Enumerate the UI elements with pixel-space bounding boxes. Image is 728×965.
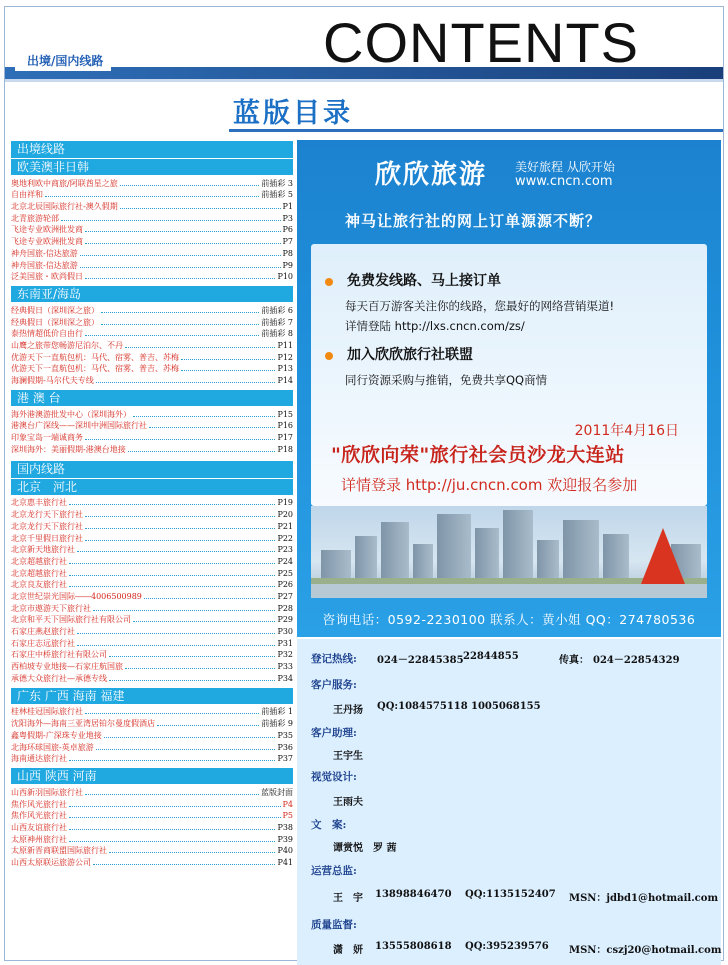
dot-leader [157,725,259,726]
toc-entry[interactable] [11,544,293,556]
toc-entry-page: P29 [277,615,293,625]
toc-entry[interactable] [11,431,293,443]
ad-point2-text: 同行资源采购与推销，免费共享QQ商情 [345,373,548,387]
toc-entry-page: P8 [282,248,293,258]
toc-entry-page: P39 [277,834,293,844]
toc-entry-page: 前插彩 9 [261,719,293,729]
ad-point1-link[interactable]: 详情登陆 http://lxs.cncn.com/zs/ [345,319,525,333]
toc-category: 出境线路 [11,141,293,158]
toc-entry-name: 石家庄中桥旅行社有限公司 [11,650,107,660]
toc-entry[interactable] [11,363,293,375]
toc-entry[interactable] [11,845,293,857]
dot-leader [128,451,276,452]
toc-entry-page: P13 [277,364,293,374]
service-qq2: 1005068155 [471,701,541,712]
toc-entry-page: P16 [277,421,293,431]
toc-entry[interactable] [11,810,293,822]
section-label: 出境/国内线路 [15,51,111,71]
event-date: 2011年4月16日 [574,423,679,439]
toc-entry-name: 北京新天地旅行社 [11,545,75,555]
toc-entry-name: 优游天下一直航包机：马代、宿雾、普吉、苏梅 [11,364,179,374]
toc-entry[interactable] [11,786,293,798]
toc-section-title: 山西 陕西 河南 [11,767,293,784]
toc-entry-page: P9 [282,260,293,270]
toc-entry-page: P24 [277,556,293,566]
dot-leader [144,598,276,599]
dot-leader [85,335,259,336]
dot-leader [125,668,275,669]
dot-leader [69,586,275,587]
toc-entry-name: 奥地利欧中商旅/阿联酋星之旅 [11,178,118,188]
toc-entry-page: P31 [277,638,293,648]
title-rule [229,129,723,132]
toc-entry[interactable] [11,316,293,328]
toc-entry[interactable] [11,374,293,386]
toc-section-title: 港 澳 台 [11,389,293,406]
toc-entry-page: 前插彩 5 [261,190,293,200]
city-skyline-image [311,506,707,598]
toc-entry-page: P36 [277,742,293,752]
dot-leader [109,680,275,681]
toc-entry-page: P18 [277,444,293,454]
toc-entry[interactable] [11,177,293,189]
toc-entry-name: 太原神州旅行社 [11,834,67,844]
toc-entry-name: 山西友谊旅行社 [11,822,67,832]
toc-entry[interactable] [11,637,293,649]
toc-entry-name: 北海环球国旅-英卓旅游 [11,742,94,752]
service-name: 王丹扬 [333,705,363,716]
dot-leader [133,621,275,622]
toc-entry-name: 北京世纪崇光国际――4006500989 [11,591,142,601]
dot-leader [69,760,275,761]
toc-entry[interactable] [11,408,293,420]
toc-entry-name: 山西太原联运旅游公司 [11,858,91,867]
toc-entry-name: 西柏坡专业地接—石家庄航国旅 [11,662,123,672]
ad-point1-title: 免费发线路、马上接订单 [347,273,501,289]
qa-qq: QQ:395239576 [465,941,549,952]
toc-entry-page: P6 [282,225,293,235]
dot-leader [45,196,259,197]
qa-phone: 13555808618 [375,941,452,952]
dot-leader [96,749,276,750]
copy-label: 文 案: [311,819,347,831]
toc-entry-name: 北京和平天下国际旅行社有限公司 [11,615,131,625]
toc-entry[interactable] [11,420,293,432]
toc-entry[interactable] [11,798,293,810]
toc-entry[interactable] [11,821,293,833]
dot-leader [109,656,275,657]
toc-entry-page: P20 [277,510,293,520]
dot-leader [77,551,275,552]
toc-entry-page: P19 [277,498,293,508]
toc-entry-name: 神舟国旅-信达旅游 [11,248,78,258]
event-link[interactable]: 详情登录 http://ju.cncn.com 欢迎报名参加 [341,476,638,494]
dot-leader [85,516,275,517]
toc-entry-list [11,495,293,687]
ops-qq: QQ:1135152407 [465,889,556,900]
toc-entry-page: P34 [277,673,293,683]
toc-entry-page: P3 [282,213,293,223]
ad-url[interactable]: www.cncn.com [515,174,613,189]
qa-label: 质量监督: [311,919,357,931]
dot-leader [69,563,275,564]
dot-leader [101,324,259,325]
ops-phone: 13898846470 [375,889,452,900]
toc-entry-page: P5 [282,811,293,821]
toc-entry-name: 印象宝岛一端诚商务 [11,433,83,443]
toc-entry[interactable] [11,189,293,201]
toc-entry-page: P11 [277,340,293,350]
fax: 024－22854329 [593,655,680,666]
toc-entry-name: 北京超越旅行社 [11,556,67,566]
toc-entry[interactable] [11,741,293,753]
contents-title: CONTENTS [323,11,639,74]
dot-leader [85,278,275,279]
toc-entry-page: P17 [277,433,293,443]
dot-leader [85,540,275,541]
ad-point1-text: 每天百万游客关注你的线路，您最好的网络营销渠道! [345,299,615,313]
masthead-info [297,639,721,965]
toc-entry-page: 前插彩 8 [261,329,293,339]
toc-entry-name: 北京超越旅行社 [11,568,67,578]
dot-leader [85,439,275,440]
toc-entry-name: 北青旅游轮部 [11,213,59,223]
toc-entry-name: 焦作风光旅行社 [11,799,67,809]
toc-section-title: 广东 广西 海南 福建 [11,687,293,704]
toc-entry-page: P26 [277,580,293,590]
dot-leader [181,359,275,360]
ad-content-box [311,244,707,506]
toc-entry-page: P15 [277,409,293,419]
dot-leader [133,416,275,417]
toc-entry-page: P22 [277,533,293,543]
red-sculpture-icon [641,528,685,584]
toc-entry-name: 北京北辰国际旅行社-澳久假期 [11,202,118,212]
toc-entry[interactable] [11,649,293,661]
table-of-contents [11,138,293,871]
toc-entry-page: P10 [277,272,293,282]
toc-entry-page: P33 [277,662,293,672]
dot-leader [149,427,275,428]
dot-leader [69,829,275,830]
bullet-icon [325,278,333,286]
toc-entry[interactable] [11,555,293,567]
toc-entry-name: 泛美国旅・欧尚假日 [11,272,83,282]
dot-leader [69,817,281,818]
assistant-label: 客户助理: [311,727,357,739]
toc-entry-page: P21 [277,521,293,531]
event-title: "欣欣向荣"旅行社会员沙龙大连站 [331,444,625,466]
dot-leader [109,852,275,853]
toc-entry[interactable] [11,579,293,591]
dot-leader [181,370,275,371]
toc-entry-list [11,784,293,871]
dot-leader [96,382,276,383]
header-bar-shadow [5,79,723,82]
toc-entry-list [11,704,293,767]
toc-category: 国内线路 [11,461,293,478]
toc-entry-name: 海外港澳游批发中心（深圳海外） [11,409,131,419]
toc-entry-page: P4 [282,799,293,809]
assistant-name: 王宇生 [333,751,363,762]
hotline-label: 登记热线: [311,653,357,665]
toc-entry[interactable] [11,443,293,455]
toc-entry[interactable] [11,532,293,544]
ops-label: 运营总监: [311,865,357,877]
toc-entry-name: 北京良友旅行社 [11,580,67,590]
fax-label: 传真： [559,655,589,666]
page-subtitle: 蓝版目录 [233,98,353,129]
toc-section-title: 东南亚/海岛 [11,285,293,302]
toc-entry-page: 蓝版封面 [261,787,293,797]
toc-section-title: 北京 河北 [11,478,293,495]
ops-msn: MSN：jdbd1@hotmail.com [569,893,719,904]
service-qq1: QQ:1084575118 [377,701,468,712]
toc-entry-page: P27 [277,591,293,601]
toc-entry-page: 前插彩 7 [261,317,293,327]
toc-entry-page: P1 [282,202,293,212]
toc-entry[interactable] [11,247,293,259]
toc-entry-name: 优游天下一直航包机：马代、宿雾、普吉、苏梅 [11,352,179,362]
toc-entry-page: P12 [277,352,293,362]
toc-entry[interactable] [11,259,293,271]
dot-leader [125,347,275,348]
toc-entry-page: P41 [277,858,293,867]
toc-entry[interactable] [11,833,293,845]
advertisement [297,140,721,637]
toc-entry[interactable] [11,224,293,236]
toc-entry-page: P40 [277,846,293,856]
design-label: 视觉设计: [311,771,357,783]
toc-entry-page: P23 [277,545,293,555]
dot-leader [85,713,259,714]
dot-leader [93,610,275,611]
dot-leader [104,737,276,738]
toc-entry-name: 深圳海外：美丽假期-港澳台地接 [11,444,126,454]
toc-entry-name: 经典假日（深圳深之旅） [11,305,99,315]
dot-leader [85,243,281,244]
toc-entry-name: 飞途专业欧洲批发商 [11,225,83,235]
toc-entry[interactable] [11,706,293,718]
dot-leader [85,528,275,529]
toc-entry-name: 北京龙行天下旅行社 [11,521,83,531]
toc-entry[interactable] [11,235,293,247]
toc-entry-name: 山鹰之旅带您畅游尼泊尔、不丹 [11,340,123,350]
toc-entry[interactable] [11,672,293,684]
toc-entry[interactable] [11,717,293,729]
toc-entry[interactable] [11,856,293,868]
toc-entry-name: 承德大众旅行社—承德专线 [11,673,107,683]
toc-entry[interactable] [11,212,293,224]
toc-entry-page: P28 [277,603,293,613]
qa-msn: MSN：cszj20@hotmail.com [569,945,722,956]
page-frame [4,6,724,961]
ops-name: 王 宇 [333,893,363,904]
toc-entry-name: 泰热情超低价自由行 [11,329,83,339]
toc-entry[interactable] [11,614,293,626]
toc-entry-list [11,175,293,285]
toc-entry[interactable] [11,497,293,509]
toc-entry-name: 神舟国旅-信达旅游 [11,260,78,270]
ad-slogan: 美好旅程 从欣开始 [515,160,615,174]
toc-entry-name: 沈阳海外—海南三亚湾居铂尔曼度假酒店 [11,719,155,729]
toc-entry-name: 港澳台广深线——深圳中洲国际旅行社 [11,421,147,431]
dot-leader [80,267,281,268]
dot-leader [85,231,281,232]
dot-leader [120,185,260,186]
toc-entry-name: 鑫粤假期-广深珠专业地接 [11,730,102,740]
toc-entry[interactable] [11,508,293,520]
toc-entry[interactable] [11,753,293,765]
toc-entry[interactable] [11,625,293,637]
toc-entry[interactable] [11,200,293,212]
ad-point2-title: 加入欣欣旅行社联盟 [347,347,473,363]
dot-leader [80,255,281,256]
toc-entry[interactable] [11,339,293,351]
toc-entry[interactable] [11,590,293,602]
dot-leader [120,208,281,209]
ad-contact: 咨询电话：0592-2230100 联系人：黄小姐 QQ：274780536 [322,612,696,627]
toc-section-title: 欧美澳非日韩 [11,158,293,175]
dot-leader [69,575,275,576]
toc-entry-name: 北京龙行天下旅行社 [11,510,83,520]
copy-names: 谭赏悦 罗 茜 [333,843,397,854]
dot-leader [69,841,275,842]
toc-entry-page: P37 [277,754,293,764]
toc-entry-name: 海南通达旅行社 [11,754,67,764]
design-name: 王雨夫 [333,797,363,808]
toc-entry[interactable] [11,351,293,363]
toc-entry-page: P32 [277,650,293,660]
toc-entry-page: P38 [277,822,293,832]
toc-entry-page: 前插彩 1 [261,707,293,717]
toc-entry-name: 桂林桂冠国际旅行社 [11,707,83,717]
toc-entry-name: 石家庄燕赵旅行社 [11,627,75,636]
toc-entry[interactable] [11,729,293,741]
dot-leader [77,633,275,634]
toc-entry-name: 焦作风光旅行社 [11,811,67,821]
qa-name: 潇 妍 [333,945,363,956]
dot-leader [93,864,275,865]
toc-entry[interactable] [11,328,293,340]
toc-entry-list [11,302,293,389]
service-label: 客户服务: [311,679,357,691]
toc-entry-page: 前插彩 3 [261,178,293,188]
toc-entry-page: P25 [277,568,293,578]
dot-leader [69,806,281,807]
toc-entry[interactable] [11,660,293,672]
toc-entry-page: P30 [277,627,293,636]
dot-leader [85,794,259,795]
toc-entry-name: 北京市遨游天下旅行社 [11,603,91,613]
toc-entry-name: 飞途专业欧洲批发商 [11,237,83,247]
toc-entry-list [11,406,293,458]
toc-entry-name: 山西新羽国际旅行社 [11,787,83,797]
toc-entry-name: 石家庄志远旅行社 [11,638,75,648]
toc-entry-page: P7 [282,237,293,247]
hotline-1: 024－22845385 [377,655,464,666]
toc-entry-name: 北京惠丰旅行社 [11,498,67,508]
toc-entry[interactable] [11,520,293,532]
dot-leader [61,220,281,221]
bullet-icon [325,352,333,360]
toc-entry-page: 前插彩 6 [261,305,293,315]
toc-entry-name: 海澜假期-马尔代夫专线 [11,376,94,385]
toc-entry-page: P14 [277,376,293,385]
toc-entry[interactable] [11,271,293,283]
toc-entry[interactable] [11,602,293,614]
dot-leader [101,312,259,313]
toc-entry-name: 经典假日（深圳深之旅） [11,317,99,327]
hotline-2: 22844855 [463,651,519,662]
toc-entry[interactable] [11,304,293,316]
toc-entry-name: 北京千里假日旅行社 [11,533,83,543]
ad-brand: 欣欣旅游 [375,160,488,190]
toc-entry-page: P35 [277,730,293,740]
toc-entry-name: 太原新晋商联盟国际旅行社 [11,846,107,856]
toc-entry-name: 自由祥和 [11,190,43,200]
dot-leader [77,645,275,646]
ad-tagline: 神马让旅行社的网上订单源源不断？ [345,212,602,230]
header [5,7,723,85]
dot-leader [69,504,275,505]
toc-entry[interactable] [11,567,293,579]
